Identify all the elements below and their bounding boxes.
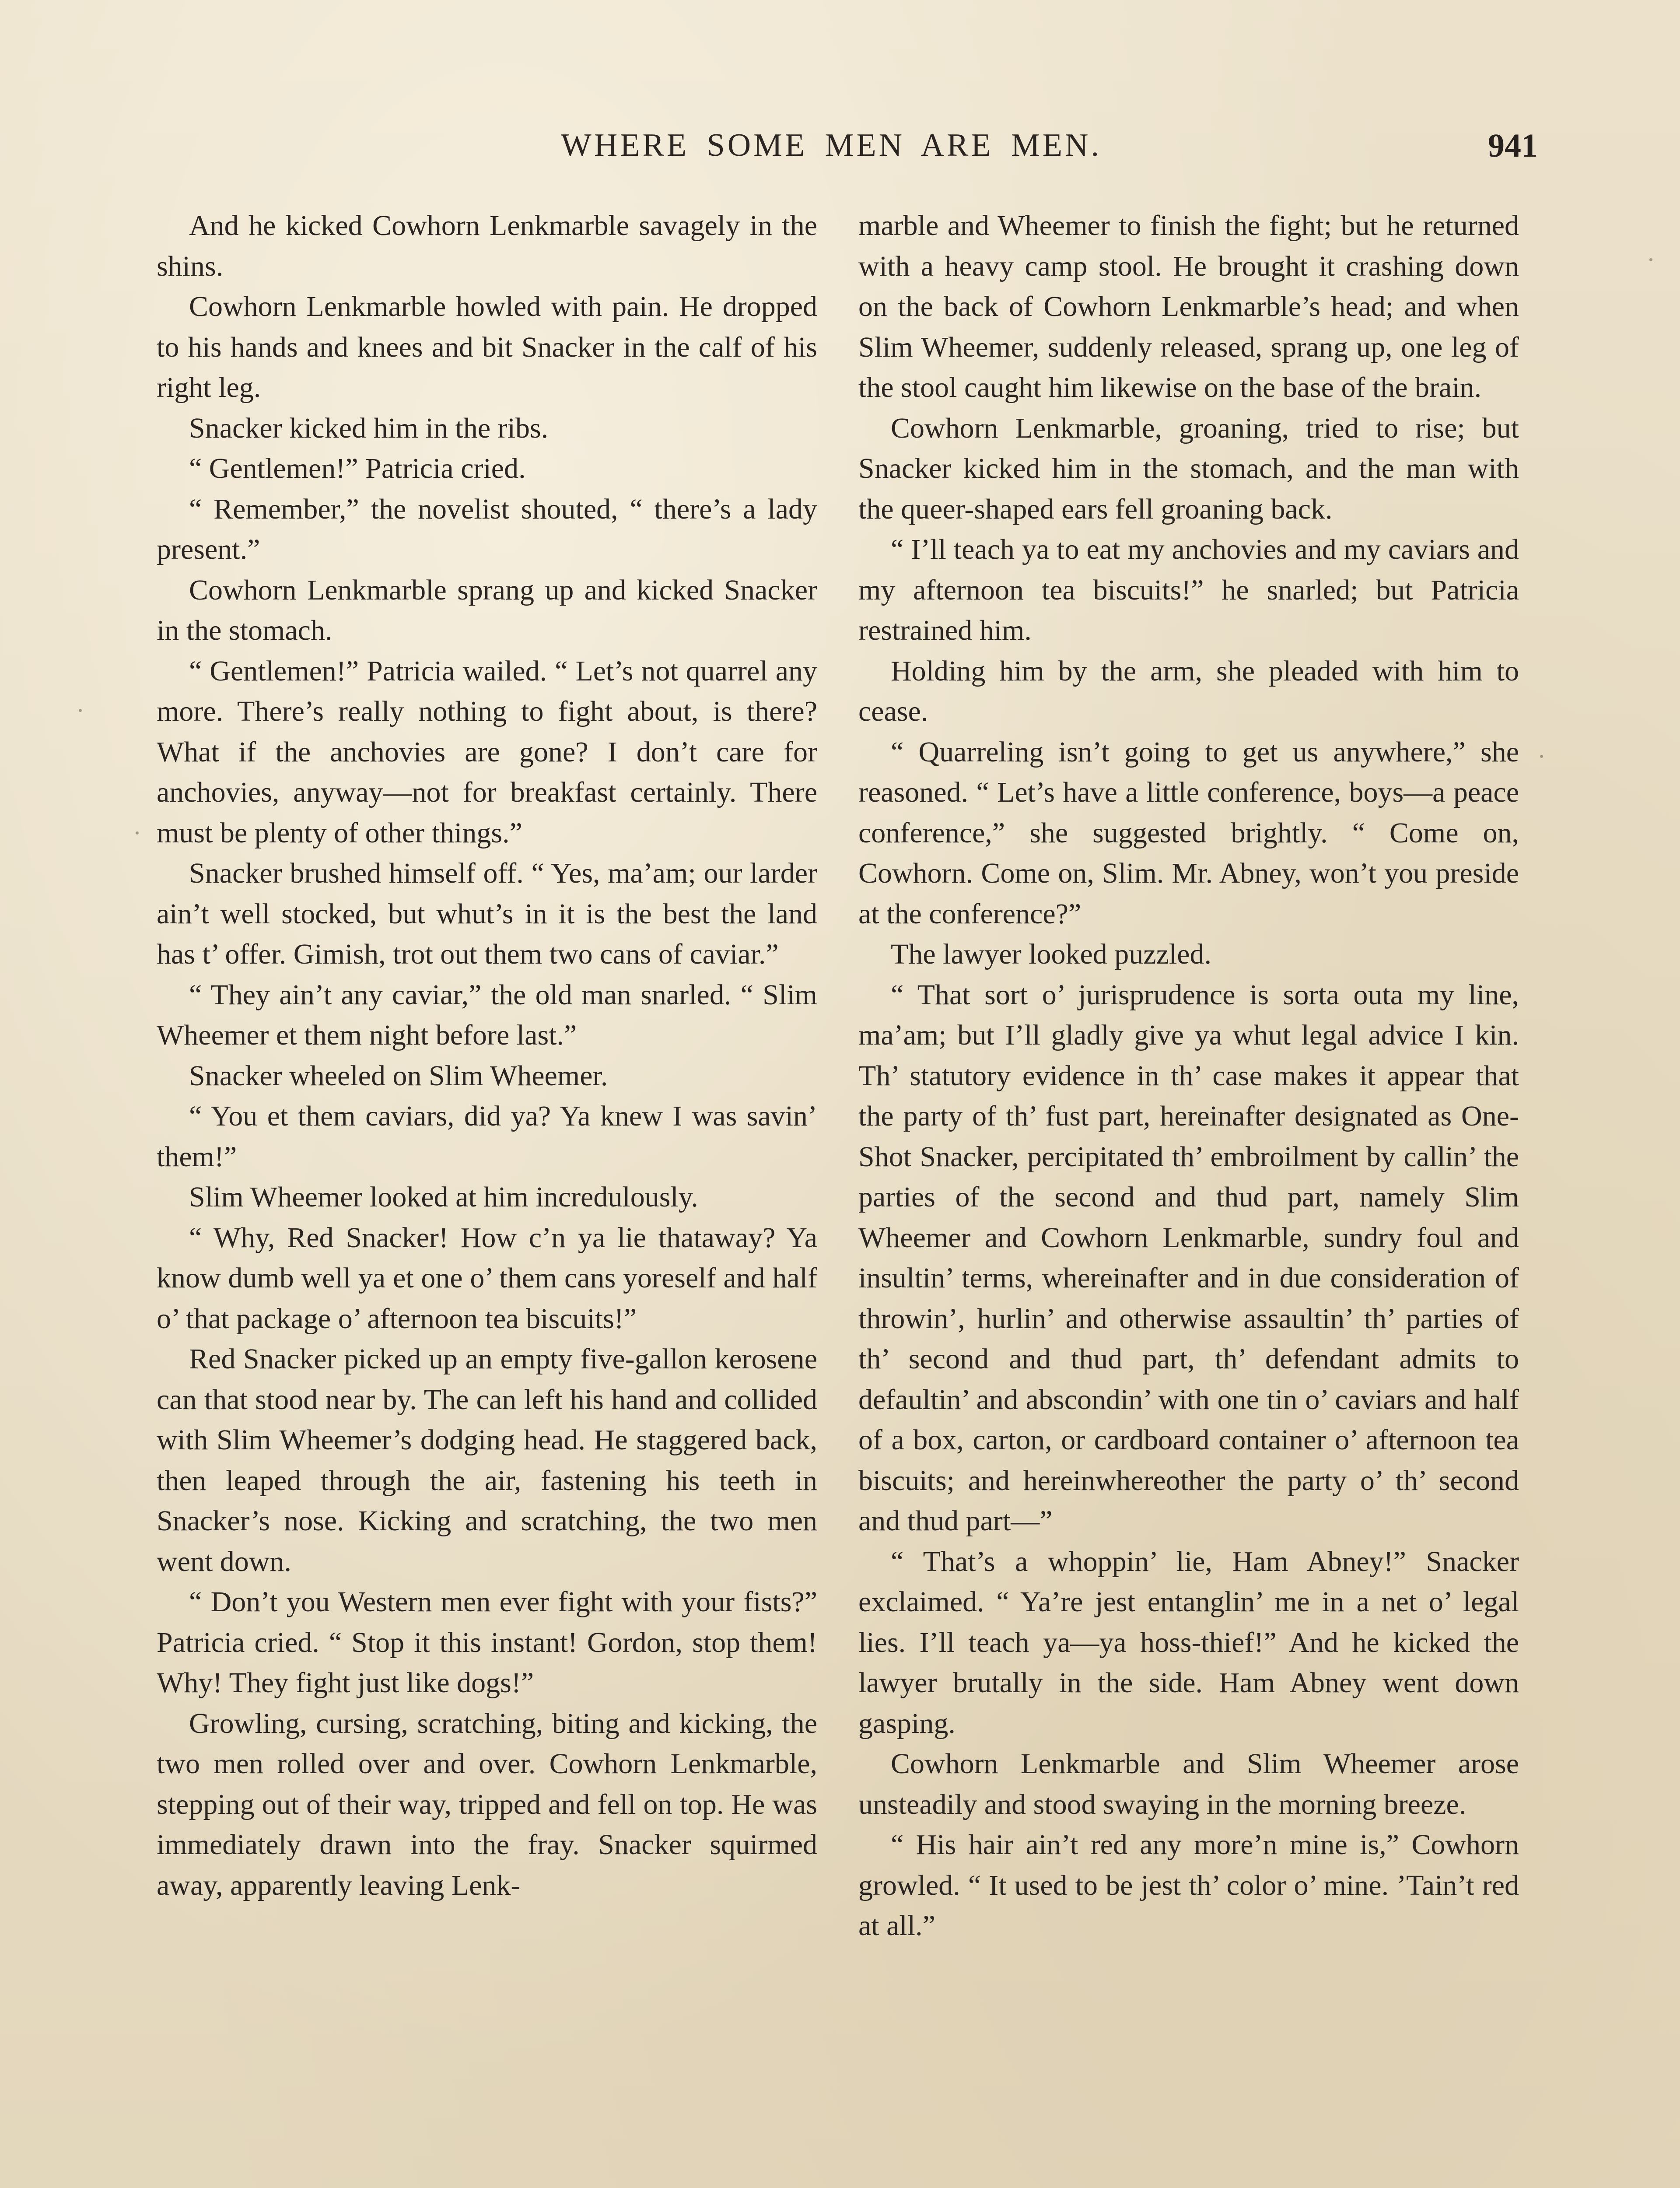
paragraph: Cowhorn Lenkmarble sprang up and kicked Snacker in the stomach. bbox=[157, 574, 817, 646]
paragraph: “ That sort o’ jurisprudence is sorta outa my line, ma’am; but I’ll gladly give ya whut legal advice I kin. Th’ statutory evidence in th’ case makes it appear that the party of th’ fust part, hereinafter designated as One-Shot Snacker, percipitated th’ embroilment by callin’ the parties of the second and thud part, namely Slim Wheemer and Cowhorn Lenkmarble, sundry foul and insultin’ terms, whereinafter and in due consideration of throwin’, hurlin’ and otherwise assaultin’ th’ parties of th’ second and thud part, th’ defendant admits to defaultin’ and abscondin’ with one tin o’ caviars and half of a box, carton, or cardboard container o’ afternoon tea biscuits; and hereinwhereother the party o’ th’ second and thud part—” bbox=[858, 978, 1519, 1537]
running-title: WHERE SOME MEN ARE MEN. bbox=[561, 127, 1102, 163]
paragraph: “ Quarreling isn’t going to get us anywhere,” she reasoned. “ Let’s have a little conference, boys—a peace conference,” she suggested brightly. “ Come on, Cowhorn. Come on, Slim. Mr. Abney, won’t you preside at the conference?” bbox=[858, 736, 1519, 930]
paragraph: Cowhorn Lenkmarble and Slim Wheemer arose unsteadily and stood swaying in the morning breeze. bbox=[858, 1748, 1519, 1820]
paragraph: Cowhorn Lenkmarble, groaning, tried to rise; but Snacker kicked him in the stomach, and the man with the queer-shaped ears fell groaning back. bbox=[858, 412, 1519, 525]
paper-speck bbox=[1649, 258, 1652, 261]
paragraph: “ Gentlemen!” Patricia wailed. “ Let’s not quarrel any more. There’s really nothing to fight about, is there? What if the anchovies are gone? I don’t care for anchovies, anyway—not for breakfast certainly. There must be plenty of other things.” bbox=[157, 655, 817, 849]
paragraph: Snacker brushed himself off. “ Yes, ma’am; our larder ain’t well stocked, but whut’s in it is the best the land has t’ offer. Gimish, trot out them two cans of caviar.” bbox=[157, 857, 817, 970]
paper-speck bbox=[1540, 755, 1543, 758]
paragraph: Slim Wheemer looked at him incredulously. bbox=[189, 1181, 698, 1213]
paragraph: “ His hair ain’t red any more’n mine is,” Cowhorn growled. “ It used to be jest th’ color o’ mine. ’Tain’t red at all.” bbox=[858, 1829, 1519, 1942]
paragraph: Red Snacker picked up an empty five-gallon kerosene can that stood near by. The can left his hand and collided with Slim Wheemer’s dodging head. He staggered back, then leaped through the air, fastening his teeth in Snacker’s nose. Kicking and scratching, the two men went down. bbox=[157, 1343, 817, 1578]
paragraph: Growling, cursing, scratching, biting and kicking, the two men rolled over and over. Cowhorn Lenkmarble, stepping out of their way, tripped and fell on top. He was immediately drawn into the fray. Snacker squirmed away, apparently leaving Lenk- bbox=[157, 1707, 817, 1901]
paragraph: The lawyer looked puzzled. bbox=[891, 938, 1212, 970]
paragraph: Holding him by the arm, she pleaded with him to cease. bbox=[858, 655, 1519, 727]
paragraph-continued: marble and Wheemer to finish the fight; but he returned with a heavy camp stool. He brought it crashing down on the back of Cowhorn Lenkmarble’s head; and when Slim Wheemer, suddenly released, sprang up, one leg of the stool caught him likewise on the base of the brain. bbox=[858, 210, 1519, 403]
paper-speck bbox=[136, 831, 139, 835]
paragraph: “ That’s a whoppin’ lie, Ham Abney!” Snacker exclaimed. “ Ya’re jest entanglin’ me in a net o’ legal lies. I’ll teach ya—ya hoss-thief!” And he kicked the lawyer brutally in the side. Ham Abney went down gasping. bbox=[858, 1545, 1519, 1739]
page-number: 941 bbox=[1488, 127, 1538, 164]
paragraph: And he kicked Cowhorn Lenkmarble savagely in the shins. bbox=[157, 210, 817, 282]
paragraph: Cowhorn Lenkmarble howled with pain. He dropped to his hands and knees and bit Snacker in the calf of his right leg. bbox=[157, 291, 817, 403]
paragraph: “ You et them caviars, did ya? Ya knew I was savin’ them!” bbox=[157, 1100, 817, 1173]
paragraph: “ Gentlemen!” Patricia cried. bbox=[189, 452, 526, 484]
paragraph: “ Don’t you Western men ever fight with your fists?” Patricia cried. “ Stop it this instant! Gordon, stop them! Why! They fight just like dogs!” bbox=[157, 1586, 817, 1699]
left-column bbox=[157, 206, 817, 1906]
paper-speck bbox=[79, 709, 82, 712]
paragraph: “ I’ll teach ya to eat my anchovies and my caviars and my afternoon tea biscuits!” he snarled; but Patricia restrained him. bbox=[858, 533, 1519, 646]
paragraph: “ Why, Red Snacker! How c’n ya lie thataway? Ya know dumb well ya et one o’ them cans yoreself and half o’ that package o’ afternoon tea biscuits!” bbox=[157, 1221, 817, 1335]
right-column bbox=[858, 206, 1519, 1946]
paragraph: “ Remember,” the novelist shouted, “ there’s a lady present.” bbox=[157, 493, 817, 565]
paragraph: “ They ain’t any caviar,” the old man snarled. “ Slim Wheemer et them night before last.” bbox=[157, 978, 817, 1051]
paragraph: Snacker kicked him in the ribs. bbox=[189, 412, 549, 444]
paragraph: Snacker wheeled on Slim Wheemer. bbox=[189, 1059, 608, 1092]
